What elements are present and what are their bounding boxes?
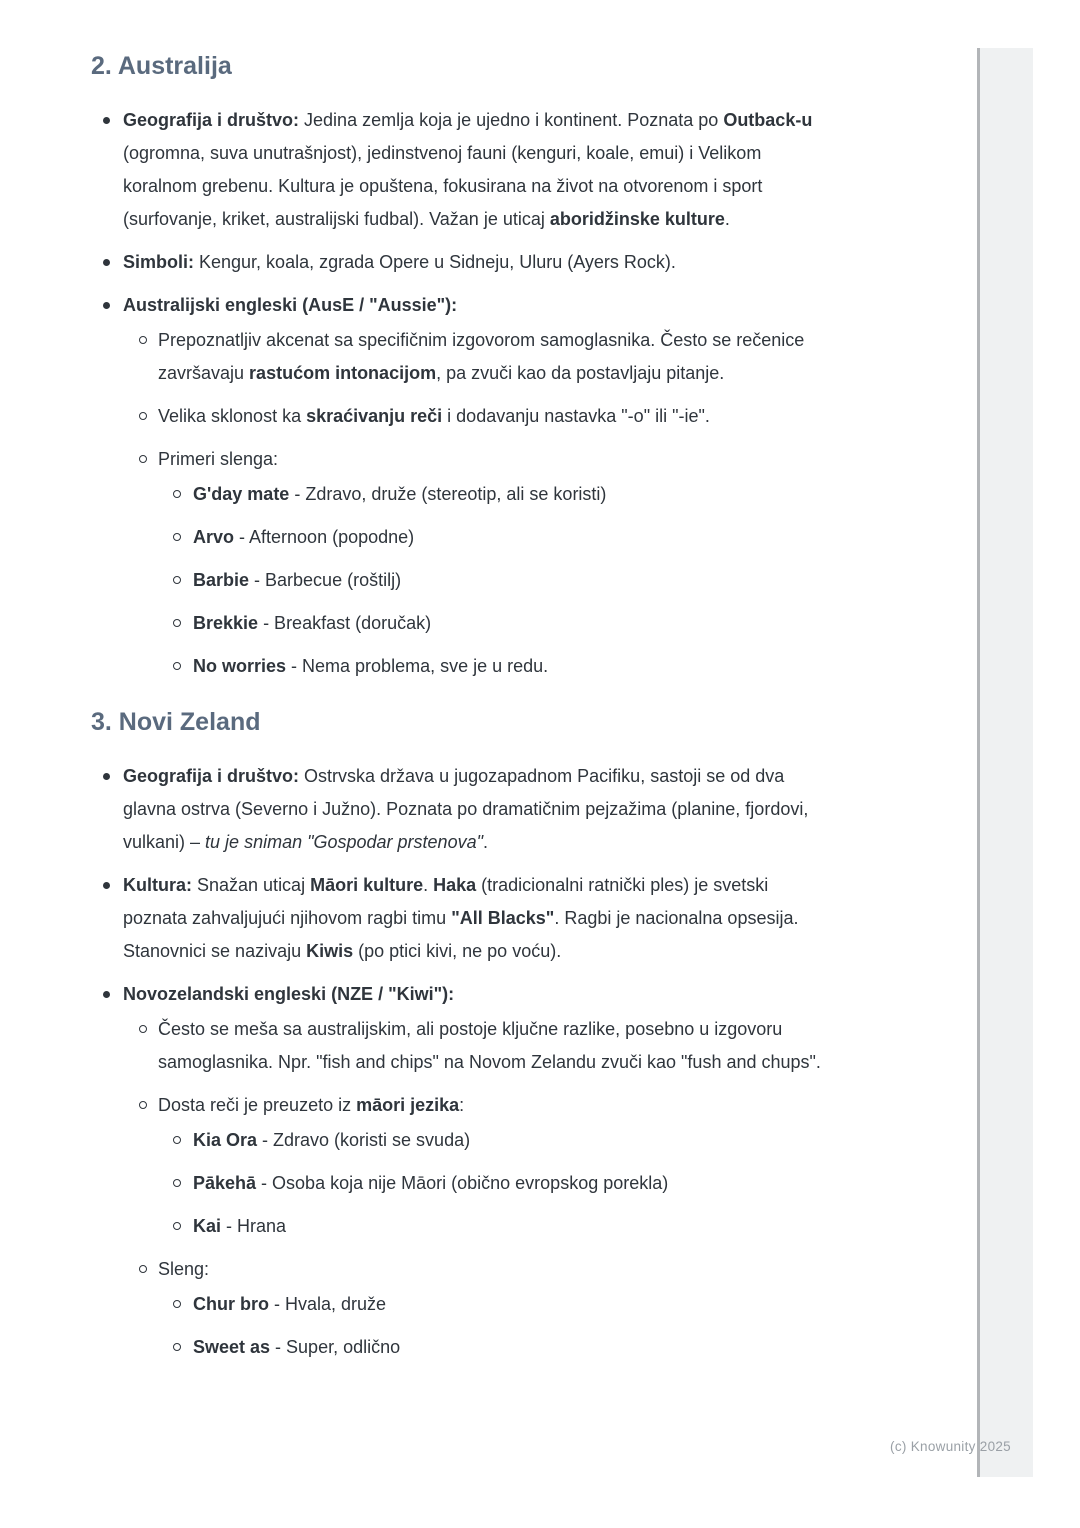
text-segment: māori jezika [356, 1095, 460, 1115]
section-heading: 3. Novi Zeland [91, 708, 261, 736]
text-segment: Primeri slenga: [158, 449, 279, 469]
list-item [158, 607, 835, 640]
text-segment: - Breakfast (doručak) [258, 613, 432, 633]
text-segment: (po ptici kivi, ne po voću). [353, 941, 562, 961]
list-item [91, 246, 835, 279]
text-segment: - Osoba koja nije Māori (obično evropskog porekla) [256, 1173, 669, 1193]
list-item [123, 324, 835, 390]
list-item [123, 1089, 835, 1243]
text-segment: . [482, 832, 488, 852]
text-segment: Arvo [193, 527, 235, 547]
text-segment: Sleng: [158, 1259, 210, 1279]
text-segment: skraćivanju reči [306, 406, 443, 426]
text-segment: Geografija i društvo: [123, 110, 300, 130]
text-segment: Velika sklonost ka [158, 406, 307, 426]
text-segment: - Afternoon (popodne) [234, 527, 415, 547]
text-segment: (ogromna, suva unutrašnjost), jedinstvenoj fauni (kenguri, koale, emui) i Velikom koralnom grebenu. Kultura je opuštena, fokusirana na život na otvorenom i sport (surfovanje, kriket, australijski fudbal). Važan je uticaj [123, 143, 763, 229]
text-segment: No worries [193, 656, 287, 676]
text-segment: Kiwis [306, 941, 354, 961]
list-level-2 [123, 1013, 835, 1364]
text-segment: Pākehā [193, 1173, 257, 1193]
list-level-3 [158, 1288, 835, 1364]
text-segment: Ostrvska država u jugozapadnom Pacifiku, sastoji se od dva glavna ostrva (Severno i Južno). Poznata po dramatičnim pejzažima (planine, fjordovi, vulkani) – [123, 766, 809, 852]
text-segment: tu je sniman "Gospodar prstenova" [205, 832, 483, 852]
text-segment: Sweet as [193, 1337, 271, 1357]
text-segment: - Barbecue (roštilj) [249, 570, 402, 590]
list-item [158, 650, 835, 683]
text-segment: Kia Ora [193, 1130, 258, 1150]
text-segment: (tradicionalni ratnički ples) je svetski poznata zahvaljujući njihovom ragbi timu [123, 875, 769, 928]
text-segment: Chur bro [193, 1294, 269, 1314]
text-segment: aboridžinske kulture [549, 209, 725, 229]
list-item [91, 760, 835, 859]
list-item [158, 521, 835, 554]
text-segment: . [423, 875, 434, 895]
text-segment: - Zdravo, druže (stereotip, ali se koristi) [289, 484, 607, 504]
list-level-1 [91, 104, 835, 683]
text-segment: i dodavanju nastavka "-o" ili "-ie". [442, 406, 710, 426]
text-segment: . [724, 209, 730, 229]
text-segment: Haka [433, 875, 477, 895]
list-item [158, 1210, 835, 1243]
text-segment: Često se meša sa australijskim, ali postoje ključne razlike, posebno u izgovoru samoglasnika. Npr. "fish and chips" na Novom Zelandu zvuči kao "fush and chups". [158, 1019, 821, 1072]
text-segment: - Zdravo (koristi se svuda) [257, 1130, 471, 1150]
list-item [91, 104, 835, 236]
text-segment: Barbie [193, 570, 250, 590]
list-level-3 [158, 478, 835, 683]
list-item [123, 400, 835, 433]
text-segment: Australijski engleski (AusE / "Aussie"): [123, 295, 458, 315]
list-item [91, 978, 835, 1364]
list-item [91, 869, 835, 968]
list-level-2 [123, 324, 835, 683]
text-segment: Jedina zemlja koja je ujedno i kontinent. Poznata po [299, 110, 724, 130]
list-item [123, 1253, 835, 1364]
list-item [158, 1288, 835, 1321]
section-heading: 2. Australija [91, 52, 232, 80]
text-segment: - Hvala, druže [269, 1294, 387, 1314]
text-segment: "All Blacks" [451, 908, 555, 928]
list-item [158, 478, 835, 511]
text-segment: - Super, odlično [270, 1337, 401, 1357]
text-segment: Kultura: [123, 875, 192, 895]
text-segment: Kai [193, 1216, 222, 1236]
list-item [158, 564, 835, 597]
text-segment: - Hrana [221, 1216, 287, 1236]
text-segment: Prepoznatljiv akcenat sa specifičnim izgovorom samoglasnika. Često se rečenice završavaju [158, 330, 805, 383]
text-segment: - Nema problema, sve je u redu. [286, 656, 549, 676]
text-segment: Kengur, koala, zgrada Opere u Sidneju, Uluru (Ayers Rock). [194, 252, 676, 272]
copyright-watermark: (c) Knowunity 2025 [890, 1439, 1011, 1454]
text-segment: Dosta reči je preuzeto iz [158, 1095, 357, 1115]
text-segment: Geografija i društvo: [123, 766, 300, 786]
list-level-3 [158, 1124, 835, 1243]
list-item [158, 1124, 835, 1157]
list-item [91, 289, 835, 683]
list-level-1 [91, 760, 835, 1364]
text-segment: Outback-u [723, 110, 813, 130]
list-item [123, 443, 835, 683]
text-segment: , pa zvuči kao da postavljaju pitanje. [436, 363, 725, 383]
text-segment: G'day mate [193, 484, 290, 504]
list-item [123, 1013, 835, 1079]
next-page-edge [977, 48, 1033, 1477]
text-segment: Simboli: [123, 252, 194, 272]
text-segment: Māori kulture [310, 875, 424, 895]
list-item [158, 1167, 835, 1200]
notes-content [91, 51, 835, 1374]
text-segment: Snažan uticaj [192, 875, 311, 895]
text-segment: . Ragbi je nacionalna opsesija. Stanovnici se nazivaju [123, 908, 799, 961]
text-segment: rastućom intonacijom [249, 363, 437, 383]
text-segment: Novozelandski engleski (NZE / "Kiwi"): [123, 984, 455, 1004]
text-segment: : [459, 1095, 465, 1115]
list-item [158, 1331, 835, 1364]
text-segment: Brekkie [193, 613, 259, 633]
